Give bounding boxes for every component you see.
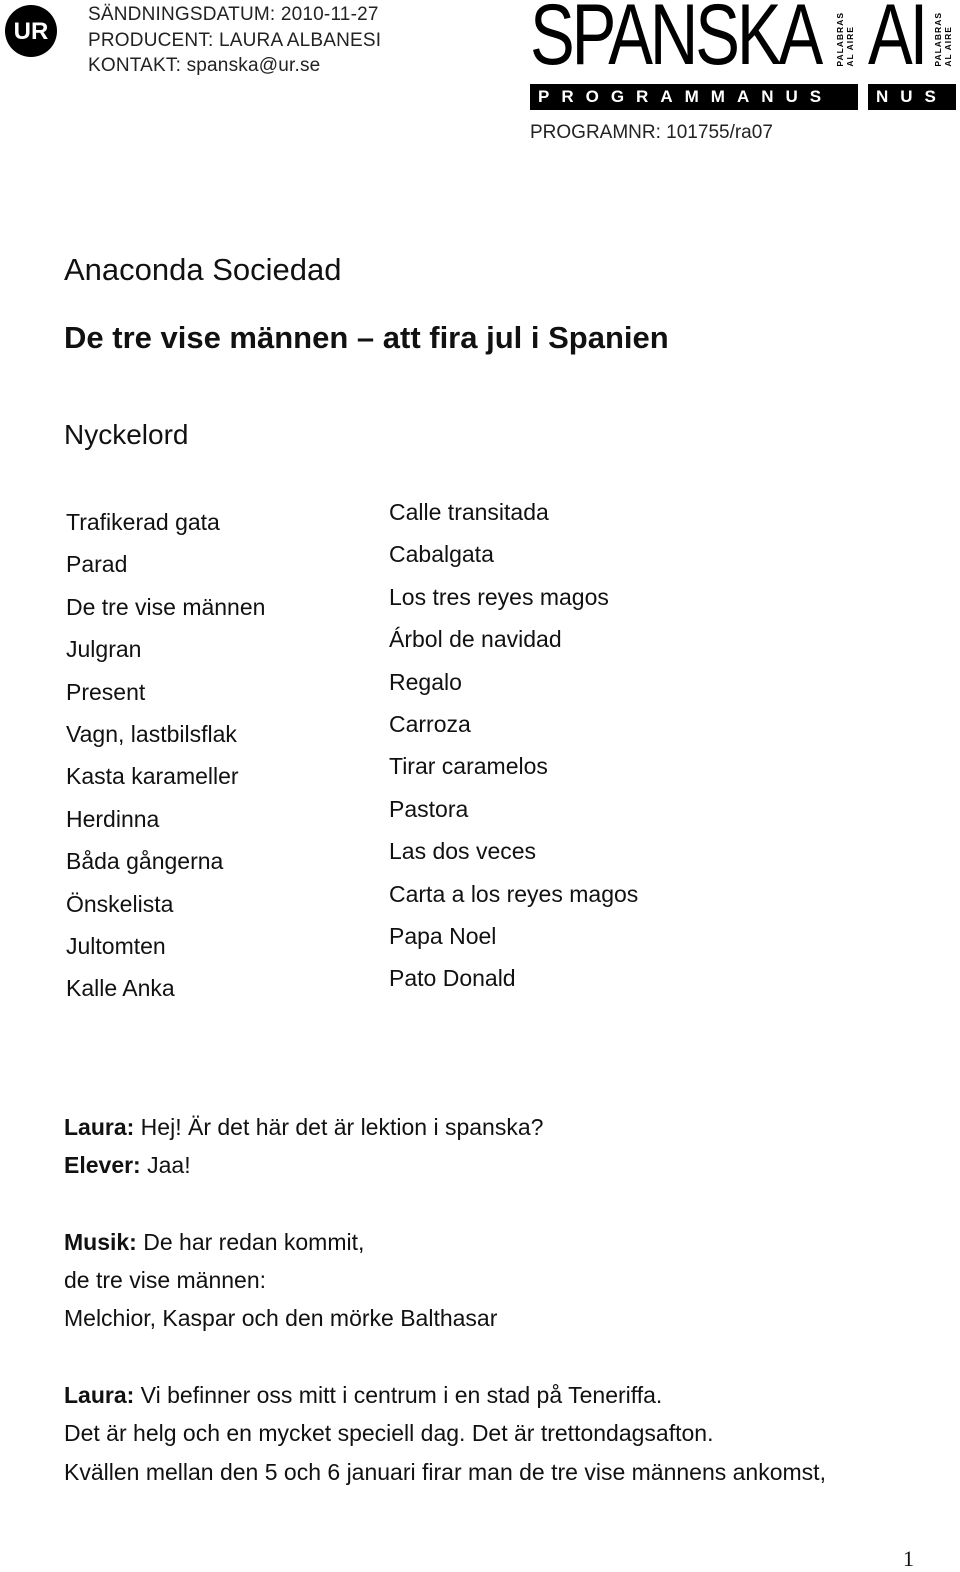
glossary-term-sv: Herdinna [66, 805, 160, 832]
glossary-term-es: Carta a los reyes magos [389, 880, 639, 907]
speaker-label: Laura: [64, 1114, 135, 1140]
glossary-term-sv: Present [66, 678, 146, 705]
line-text: De har redan kommit, [136, 1228, 365, 1255]
paragraph-gap [64, 1185, 944, 1223]
page-number: 1 [903, 1546, 914, 1571]
glossary-term-sv: Önskelista [66, 890, 174, 917]
line-text: Jaa! [140, 1152, 191, 1179]
speaker-label: Laura: [64, 1382, 135, 1409]
ur-logo-text: UR [13, 18, 49, 45]
transcript-line [64, 1299, 944, 1337]
glossary-spanish [389, 491, 638, 1000]
brand-word-ai: AI [868, 0, 926, 83]
episode-title: De tre vise männen – att fira jul i Spanien [64, 320, 669, 355]
glossary-term-sv: Kalle Anka [66, 975, 175, 1002]
transcript-line [64, 1146, 944, 1184]
ur-logo-icon [4, 4, 58, 58]
line-text: Melchior, Kaspar och den mörke Balthasar [64, 1305, 498, 1332]
brand-word-spanska: SPANSKA [530, 0, 821, 83]
line-text: de tre vise männen: [64, 1267, 267, 1294]
line-text: Det är helg och en mycket speciell dag. Det är trettondagsafton. [64, 1420, 714, 1447]
glossary-term-es: Las dos veces [389, 838, 537, 865]
glossary-term-sv: Jultomten [66, 932, 166, 959]
series-title: Anaconda Sociedad [64, 252, 342, 287]
spanska-brand-logo [530, 0, 956, 112]
glossary-term-es: Tirar caramelos [389, 753, 548, 780]
transcript [64, 1108, 944, 1491]
glossary-term-es: Papa Noel [389, 922, 497, 949]
glossary-term-sv: Trafikerad gata [66, 509, 220, 535]
paragraph-gap [64, 1338, 944, 1376]
line-text: Hej! Är det här det är lektion i spanska? [134, 1114, 544, 1140]
glossary-term-es: Cabalgata [389, 541, 494, 568]
glossary-term-sv: Parad [66, 551, 128, 578]
broadcast-date: SÄNDNINGSDATUM: 2010-11-27 [88, 4, 379, 25]
glossary-term-es: Pastora [389, 795, 469, 822]
line-text: Kvällen mellan den 5 och 6 januari firar man de tre vise männens ankomst, [64, 1458, 826, 1485]
transcript-line [64, 1108, 944, 1146]
glossary-term-es: Pato Donald [389, 965, 516, 992]
brand-side-text-2: PALABRAS AL AIRE [933, 12, 953, 67]
programmanus-bar: PROGRAMMANUS [530, 84, 858, 110]
transcript-line [64, 1223, 944, 1261]
speaker-label: Musik: [64, 1228, 137, 1255]
speaker-label: Elever: [64, 1152, 141, 1179]
producer: PRODUCENT: LAURA ALBANESI [88, 29, 382, 51]
keywords-heading: Nyckelord [64, 419, 189, 450]
line-text: Vi befinner oss mitt i centrum i en stad på Teneriffa. [134, 1382, 663, 1409]
brand-side-text-1: PALABRAS AL AIRE [835, 12, 855, 67]
glossary-term-sv: De tre vise männen [66, 593, 266, 620]
nus-bar: NUS [868, 84, 956, 110]
transcript-line [64, 1376, 944, 1414]
glossary-term-sv: Julgran [66, 636, 142, 663]
contact: KONTAKT: spanska@ur.se [88, 55, 321, 76]
glossary-term-es: Carroza [389, 710, 471, 737]
glossary-term-es: Regalo [389, 668, 462, 695]
transcript-line [64, 1414, 944, 1452]
transcript-line [64, 1453, 944, 1491]
glossary-swedish [66, 501, 265, 1010]
glossary-term-sv: Kasta karameller [66, 763, 239, 790]
glossary-term-sv: Vagn, lastbilsflak [66, 720, 237, 747]
glossary-term-es: Calle transitada [389, 499, 549, 525]
broadcast-meta [88, 2, 381, 79]
glossary-term-es: Árbol de navidad [389, 626, 562, 653]
glossary-term-sv: Båda gångerna [66, 848, 224, 875]
program-number: PROGRAMNR: 101755/ra07 [530, 122, 773, 143]
glossary-term-es: Los tres reyes magos [389, 583, 609, 610]
transcript-line [64, 1261, 944, 1299]
